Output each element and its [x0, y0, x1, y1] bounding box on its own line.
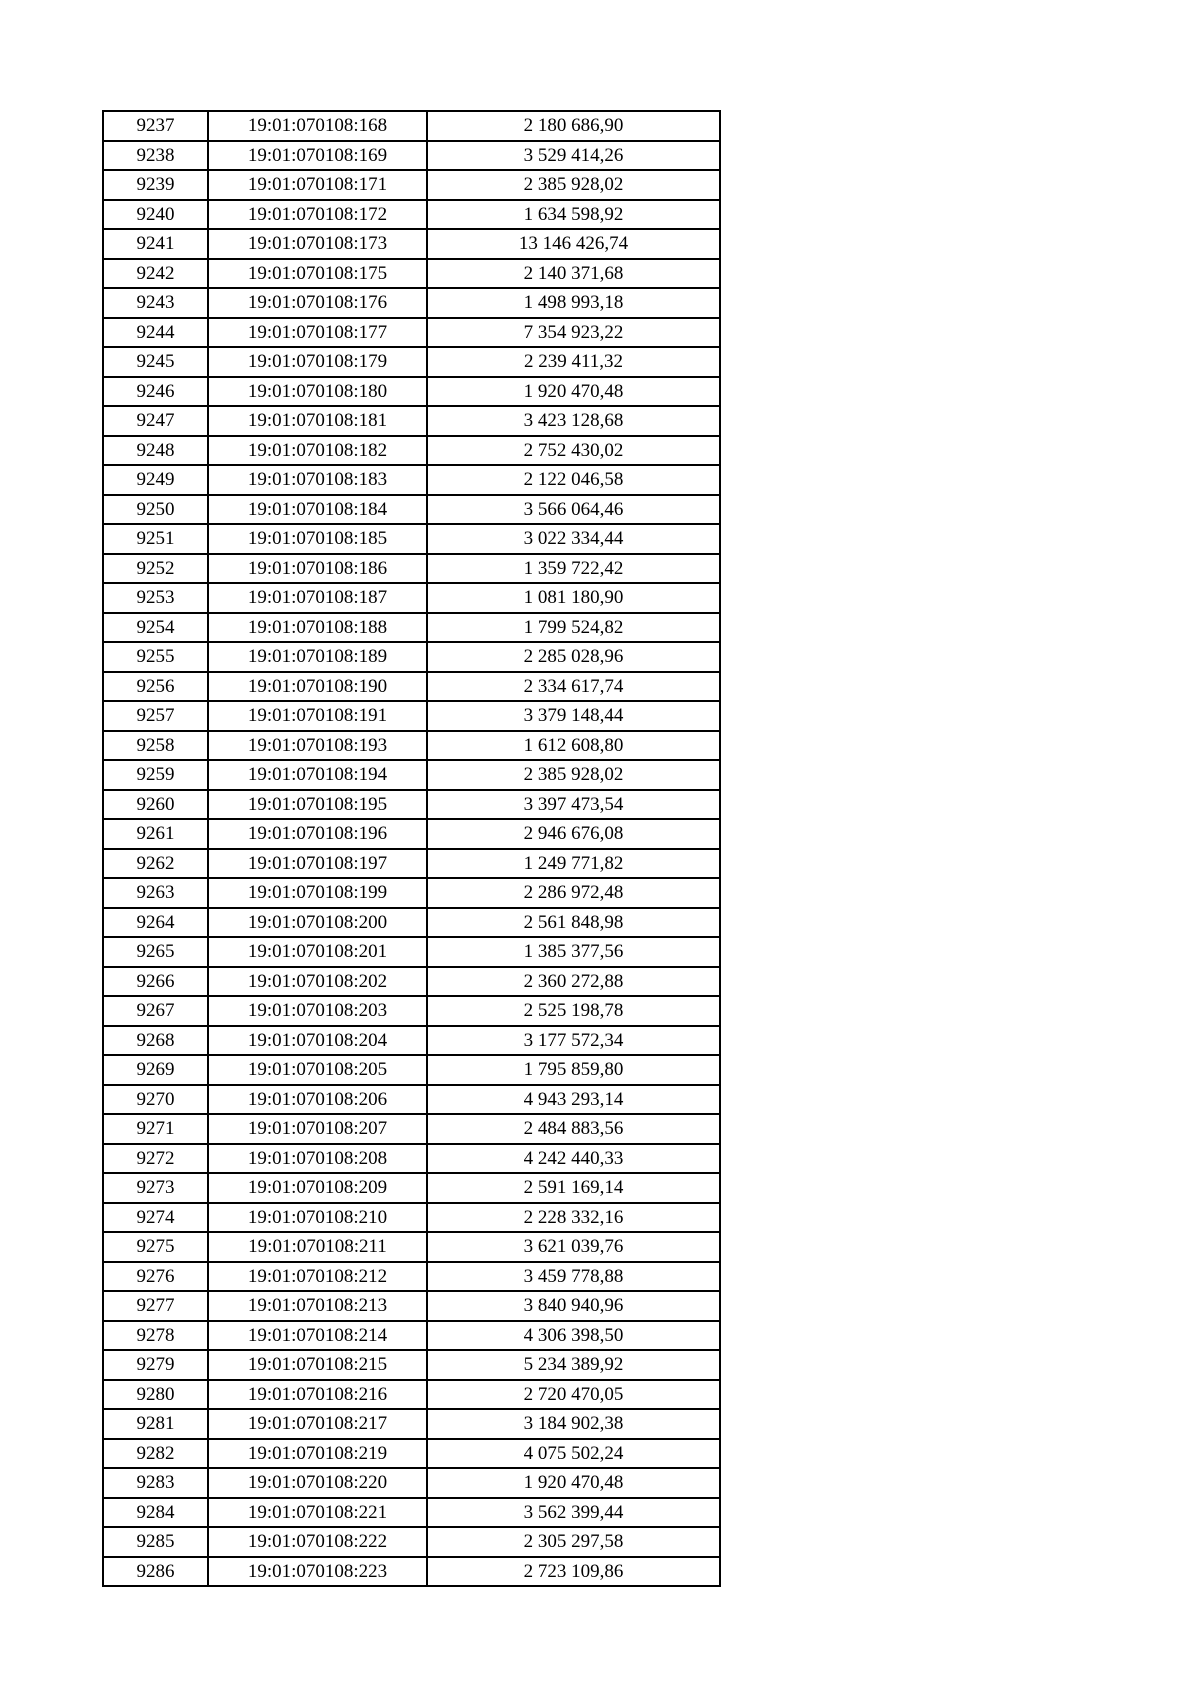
cadastral-value-cell: 3 566 064,46	[427, 495, 720, 525]
row-number-cell: 9256	[103, 672, 208, 702]
cadastral-value-cell: 1 612 608,80	[427, 731, 720, 761]
row-number-cell: 9248	[103, 436, 208, 466]
cadastral-value-cell: 3 529 414,26	[427, 141, 720, 171]
table-row	[103, 672, 720, 702]
row-number-cell: 9265	[103, 937, 208, 967]
cadastral-number-cell: 19:01:070108:216	[208, 1380, 427, 1410]
table-row	[103, 318, 720, 348]
row-number-cell: 9258	[103, 731, 208, 761]
cadastral-value-cell: 4 075 502,24	[427, 1439, 720, 1469]
row-number-cell: 9263	[103, 878, 208, 908]
row-number-cell: 9280	[103, 1380, 208, 1410]
cadastral-value-cell: 3 459 778,88	[427, 1262, 720, 1292]
cadastral-number-cell: 19:01:070108:193	[208, 731, 427, 761]
cadastral-value-cell: 2 140 371,68	[427, 259, 720, 289]
cadastral-number-cell: 19:01:070108:210	[208, 1203, 427, 1233]
cadastral-number-cell: 19:01:070108:207	[208, 1114, 427, 1144]
row-number-cell: 9276	[103, 1262, 208, 1292]
cadastral-number-cell: 19:01:070108:223	[208, 1557, 427, 1587]
table-row	[103, 790, 720, 820]
cadastral-number-cell: 19:01:070108:181	[208, 406, 427, 436]
cadastral-value-cell: 2 723 109,86	[427, 1557, 720, 1587]
cadastral-number-cell: 19:01:070108:184	[208, 495, 427, 525]
table-row	[103, 613, 720, 643]
table-row	[103, 583, 720, 613]
cadastral-value-cell: 1 920 470,48	[427, 377, 720, 407]
table-row	[103, 849, 720, 879]
cadastral-number-cell: 19:01:070108:169	[208, 141, 427, 171]
table-row	[103, 1380, 720, 1410]
cadastral-value-cell: 3 184 902,38	[427, 1409, 720, 1439]
cadastral-value-cell: 2 285 028,96	[427, 642, 720, 672]
table-row	[103, 170, 720, 200]
cadastral-number-cell: 19:01:070108:173	[208, 229, 427, 259]
row-number-cell: 9240	[103, 200, 208, 230]
row-number-cell: 9261	[103, 819, 208, 849]
cadastral-number-cell: 19:01:070108:179	[208, 347, 427, 377]
cadastral-number-cell: 19:01:070108:219	[208, 1439, 427, 1469]
cadastral-value-cell: 1 634 598,92	[427, 200, 720, 230]
table-row	[103, 1321, 720, 1351]
row-number-cell: 9270	[103, 1085, 208, 1115]
cadastral-number-cell: 19:01:070108:180	[208, 377, 427, 407]
cadastral-number-cell: 19:01:070108:221	[208, 1498, 427, 1528]
row-number-cell: 9251	[103, 524, 208, 554]
table-row	[103, 760, 720, 790]
cadastral-number-cell: 19:01:070108:197	[208, 849, 427, 879]
table-row	[103, 1114, 720, 1144]
cadastral-value-cell: 2 286 972,48	[427, 878, 720, 908]
table-row	[103, 259, 720, 289]
table-row	[103, 495, 720, 525]
cadastral-value-cell: 1 385 377,56	[427, 937, 720, 967]
cadastral-number-cell: 19:01:070108:208	[208, 1144, 427, 1174]
cadastral-value-cell: 3 022 334,44	[427, 524, 720, 554]
row-number-cell: 9247	[103, 406, 208, 436]
table-row	[103, 200, 720, 230]
table-row	[103, 554, 720, 584]
cadastral-number-cell: 19:01:070108:177	[208, 318, 427, 348]
table-row	[103, 908, 720, 938]
table-row	[103, 1439, 720, 1469]
cadastral-number-cell: 19:01:070108:205	[208, 1055, 427, 1085]
cadastral-number-cell: 19:01:070108:200	[208, 908, 427, 938]
row-number-cell: 9250	[103, 495, 208, 525]
table-row	[103, 377, 720, 407]
cadastral-value-table	[102, 110, 721, 1587]
row-number-cell: 9254	[103, 613, 208, 643]
cadastral-number-cell: 19:01:070108:203	[208, 996, 427, 1026]
table-row	[103, 1262, 720, 1292]
table-row	[103, 878, 720, 908]
cadastral-number-cell: 19:01:070108:215	[208, 1350, 427, 1380]
cadastral-value-cell: 2 305 297,58	[427, 1527, 720, 1557]
row-number-cell: 9268	[103, 1026, 208, 1056]
cadastral-value-cell: 1 498 993,18	[427, 288, 720, 318]
row-number-cell: 9244	[103, 318, 208, 348]
table-row	[103, 967, 720, 997]
cadastral-value-cell: 2 334 617,74	[427, 672, 720, 702]
row-number-cell: 9269	[103, 1055, 208, 1085]
row-number-cell: 9262	[103, 849, 208, 879]
table-row	[103, 229, 720, 259]
table-row	[103, 1232, 720, 1262]
table-row	[103, 731, 720, 761]
row-number-cell: 9237	[103, 111, 208, 141]
cadastral-number-cell: 19:01:070108:188	[208, 613, 427, 643]
cadastral-number-cell: 19:01:070108:189	[208, 642, 427, 672]
row-number-cell: 9239	[103, 170, 208, 200]
row-number-cell: 9284	[103, 1498, 208, 1528]
table-row	[103, 1026, 720, 1056]
cadastral-value-cell: 2 561 848,98	[427, 908, 720, 938]
cadastral-value-cell: 3 621 039,76	[427, 1232, 720, 1262]
table-row	[103, 1350, 720, 1380]
row-number-cell: 9241	[103, 229, 208, 259]
cadastral-number-cell: 19:01:070108:214	[208, 1321, 427, 1351]
table-row	[103, 996, 720, 1026]
cadastral-value-cell: 3 423 128,68	[427, 406, 720, 436]
cadastral-value-cell: 3 177 572,34	[427, 1026, 720, 1056]
table-row	[103, 1409, 720, 1439]
row-number-cell: 9272	[103, 1144, 208, 1174]
row-number-cell: 9285	[103, 1527, 208, 1557]
row-number-cell: 9279	[103, 1350, 208, 1380]
cadastral-number-cell: 19:01:070108:196	[208, 819, 427, 849]
cadastral-number-cell: 19:01:070108:168	[208, 111, 427, 141]
table-row	[103, 1055, 720, 1085]
row-number-cell: 9257	[103, 701, 208, 731]
table-row	[103, 1557, 720, 1587]
table-row	[103, 465, 720, 495]
table-body	[103, 111, 720, 1586]
table-row	[103, 436, 720, 466]
cadastral-number-cell: 19:01:070108:202	[208, 967, 427, 997]
cadastral-number-cell: 19:01:070108:206	[208, 1085, 427, 1115]
cadastral-number-cell: 19:01:070108:194	[208, 760, 427, 790]
cadastral-value-cell: 3 379 148,44	[427, 701, 720, 731]
table-row	[103, 524, 720, 554]
cadastral-value-cell: 3 397 473,54	[427, 790, 720, 820]
cadastral-number-cell: 19:01:070108:186	[208, 554, 427, 584]
table-row	[103, 1527, 720, 1557]
cadastral-number-cell: 19:01:070108:183	[208, 465, 427, 495]
table-row	[103, 1468, 720, 1498]
table-row	[103, 347, 720, 377]
row-number-cell: 9266	[103, 967, 208, 997]
cadastral-value-cell: 2 180 686,90	[427, 111, 720, 141]
row-number-cell: 9281	[103, 1409, 208, 1439]
cadastral-value-cell: 2 525 198,78	[427, 996, 720, 1026]
cadastral-value-cell: 2 752 430,02	[427, 436, 720, 466]
row-number-cell: 9274	[103, 1203, 208, 1233]
table-row	[103, 141, 720, 171]
cadastral-number-cell: 19:01:070108:176	[208, 288, 427, 318]
table-row	[103, 1498, 720, 1528]
cadastral-value-cell: 5 234 389,92	[427, 1350, 720, 1380]
cadastral-value-cell: 2 360 272,88	[427, 967, 720, 997]
row-number-cell: 9253	[103, 583, 208, 613]
row-number-cell: 9260	[103, 790, 208, 820]
cadastral-number-cell: 19:01:070108:204	[208, 1026, 427, 1056]
row-number-cell: 9286	[103, 1557, 208, 1587]
cadastral-number-cell: 19:01:070108:171	[208, 170, 427, 200]
cadastral-number-cell: 19:01:070108:222	[208, 1527, 427, 1557]
cadastral-number-cell: 19:01:070108:175	[208, 259, 427, 289]
row-number-cell: 9252	[103, 554, 208, 584]
cadastral-value-cell: 4 306 398,50	[427, 1321, 720, 1351]
table-row	[103, 1085, 720, 1115]
cadastral-value-cell: 2 385 928,02	[427, 760, 720, 790]
table-row	[103, 1144, 720, 1174]
table-row	[103, 1203, 720, 1233]
cadastral-number-cell: 19:01:070108:213	[208, 1291, 427, 1321]
cadastral-number-cell: 19:01:070108:212	[208, 1262, 427, 1292]
cadastral-number-cell: 19:01:070108:190	[208, 672, 427, 702]
cadastral-value-cell: 1 795 859,80	[427, 1055, 720, 1085]
table-row	[103, 701, 720, 731]
cadastral-value-cell: 2 591 169,14	[427, 1173, 720, 1203]
cadastral-value-cell: 2 720 470,05	[427, 1380, 720, 1410]
cadastral-number-cell: 19:01:070108:195	[208, 790, 427, 820]
row-number-cell: 9255	[103, 642, 208, 672]
row-number-cell: 9243	[103, 288, 208, 318]
row-number-cell: 9242	[103, 259, 208, 289]
table-row	[103, 111, 720, 141]
table-row	[103, 1173, 720, 1203]
row-number-cell: 9275	[103, 1232, 208, 1262]
row-number-cell: 9267	[103, 996, 208, 1026]
cadastral-value-cell: 1 249 771,82	[427, 849, 720, 879]
cadastral-value-cell: 7 354 923,22	[427, 318, 720, 348]
cadastral-value-cell: 4 242 440,33	[427, 1144, 720, 1174]
table-row	[103, 288, 720, 318]
row-number-cell: 9245	[103, 347, 208, 377]
cadastral-number-cell: 19:01:070108:220	[208, 1468, 427, 1498]
row-number-cell: 9246	[103, 377, 208, 407]
cadastral-number-cell: 19:01:070108:172	[208, 200, 427, 230]
row-number-cell: 9277	[103, 1291, 208, 1321]
cadastral-number-cell: 19:01:070108:191	[208, 701, 427, 731]
cadastral-number-cell: 19:01:070108:185	[208, 524, 427, 554]
cadastral-value-cell: 4 943 293,14	[427, 1085, 720, 1115]
row-number-cell: 9283	[103, 1468, 208, 1498]
table-row	[103, 406, 720, 436]
cadastral-value-cell: 1 359 722,42	[427, 554, 720, 584]
row-number-cell: 9282	[103, 1439, 208, 1469]
cadastral-value-cell: 13 146 426,74	[427, 229, 720, 259]
cadastral-number-cell: 19:01:070108:201	[208, 937, 427, 967]
cadastral-value-cell: 1 081 180,90	[427, 583, 720, 613]
row-number-cell: 9271	[103, 1114, 208, 1144]
table-row	[103, 642, 720, 672]
cadastral-number-cell: 19:01:070108:182	[208, 436, 427, 466]
cadastral-value-cell: 2 239 411,32	[427, 347, 720, 377]
cadastral-number-cell: 19:01:070108:199	[208, 878, 427, 908]
cadastral-value-cell: 1 799 524,82	[427, 613, 720, 643]
cadastral-value-cell: 3 562 399,44	[427, 1498, 720, 1528]
table-row	[103, 1291, 720, 1321]
cadastral-value-cell: 2 484 883,56	[427, 1114, 720, 1144]
cadastral-value-cell: 2 228 332,16	[427, 1203, 720, 1233]
row-number-cell: 9278	[103, 1321, 208, 1351]
row-number-cell: 9249	[103, 465, 208, 495]
cadastral-value-cell: 2 122 046,58	[427, 465, 720, 495]
cadastral-number-cell: 19:01:070108:217	[208, 1409, 427, 1439]
table-row	[103, 937, 720, 967]
cadastral-value-cell: 2 385 928,02	[427, 170, 720, 200]
row-number-cell: 9264	[103, 908, 208, 938]
row-number-cell: 9238	[103, 141, 208, 171]
cadastral-number-cell: 19:01:070108:209	[208, 1173, 427, 1203]
row-number-cell: 9273	[103, 1173, 208, 1203]
cadastral-value-cell: 1 920 470,48	[427, 1468, 720, 1498]
table-row	[103, 819, 720, 849]
cadastral-number-cell: 19:01:070108:187	[208, 583, 427, 613]
cadastral-value-cell: 2 946 676,08	[427, 819, 720, 849]
cadastral-value-cell: 3 840 940,96	[427, 1291, 720, 1321]
cadastral-number-cell: 19:01:070108:211	[208, 1232, 427, 1262]
row-number-cell: 9259	[103, 760, 208, 790]
